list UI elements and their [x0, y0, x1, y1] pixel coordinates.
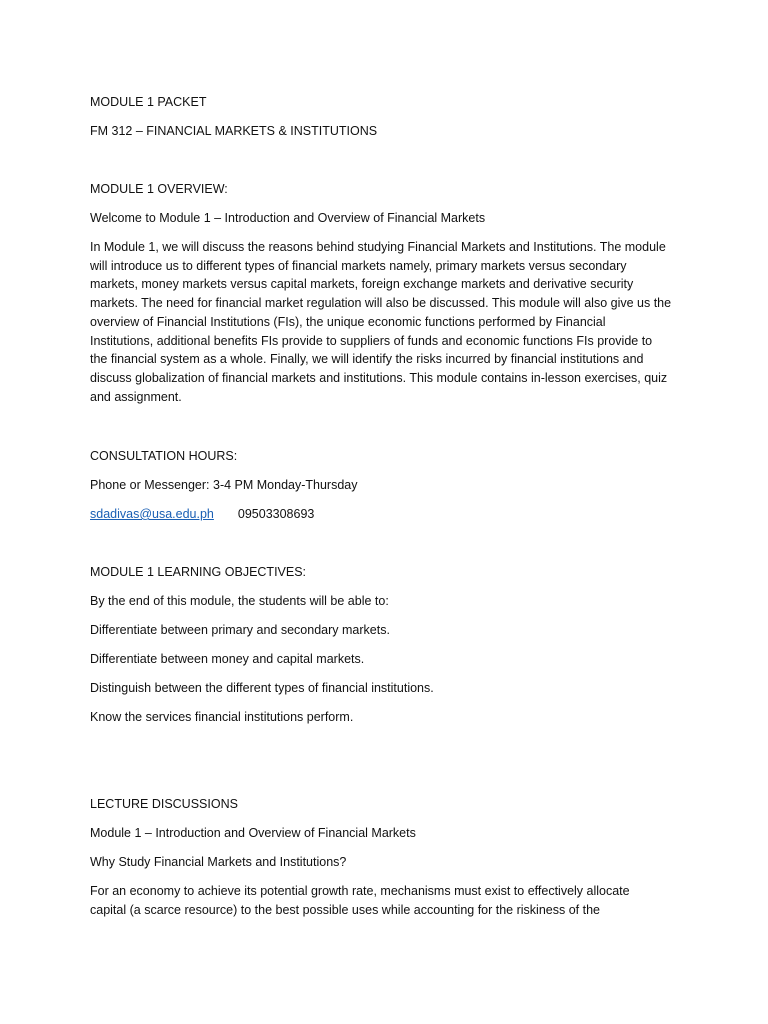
lecture-heading: LECTURE DISCUSSIONS: [90, 797, 238, 811]
course-title: FM 312 – FINANCIAL MARKETS & INSTITUTIONS: [90, 124, 378, 138]
paragraph-line: capital (a scarce resource) to the best possible uses while accounting for the riskiness of the: [90, 902, 600, 917]
paragraph-line: overview of Financial Institutions (FIs), the unique economic functions performed by Financial: [90, 314, 606, 329]
overview-heading: MODULE 1 OVERVIEW:: [90, 182, 228, 196]
objective-item: Differentiate between primary and secondary markets.: [90, 623, 390, 637]
lecture-paragraph: [90, 882, 690, 919]
paragraph-line: In Module 1, we will discuss the reasons behind studying Financial Markets and Institutions. The module: [90, 240, 666, 254]
objective-item: Distinguish between the different types of financial institutions.: [90, 681, 434, 695]
objectives-heading: MODULE 1 LEARNING OBJECTIVES:: [90, 565, 307, 579]
paragraph-line: discuss globalization of financial markets and institutions. This module contains in-lesson exercises, quiz: [90, 370, 668, 385]
contact-line: [90, 505, 314, 523]
objectives-intro: By the end of this module, the students will be able to:: [90, 594, 389, 608]
paragraph-line: For an economy to achieve its potential growth rate, mechanisms must exist to effectively allocate: [90, 884, 630, 898]
paragraph-line: and assignment.: [90, 389, 182, 404]
objective-item: Know the services financial institutions perform.: [90, 710, 354, 724]
overview-paragraph: [90, 238, 690, 406]
consultation-heading: CONSULTATION HOURS:: [90, 449, 238, 463]
lecture-question: Why Study Financial Markets and Institutions?: [90, 855, 347, 869]
phone-number: 09503308693: [237, 507, 315, 521]
paragraph-line: will introduce us to different types of financial markets namely, primary markets versus secondary: [90, 258, 627, 273]
email-link[interactable]: sdadivas@usa.edu.ph: [90, 507, 214, 521]
paragraph-line: markets, money markets versus capital markets, foreign exchange markets and derivative security: [90, 277, 634, 292]
packet-title: MODULE 1 PACKET: [90, 95, 207, 109]
paragraph-line: Institutions, additional benefits FIs provide to suppliers of funds and economic functions FIs provide to: [90, 333, 653, 348]
overview-welcome: Welcome to Module 1 – Introduction and Overview of Financial Markets: [90, 211, 486, 225]
paragraph-line: markets. The need for financial market regulation will also be discussed. This module will also give us the: [90, 296, 672, 311]
lecture-module-title: Module 1 – Introduction and Overview of Financial Markets: [90, 826, 416, 840]
objective-item: Differentiate between money and capital markets.: [90, 652, 365, 666]
consultation-hours: Phone or Messenger: 3-4 PM Monday-Thursday: [90, 478, 358, 492]
paragraph-line: the financial system as a whole. Finally, we will identify the risks incurred by financial institutions and: [90, 352, 644, 367]
